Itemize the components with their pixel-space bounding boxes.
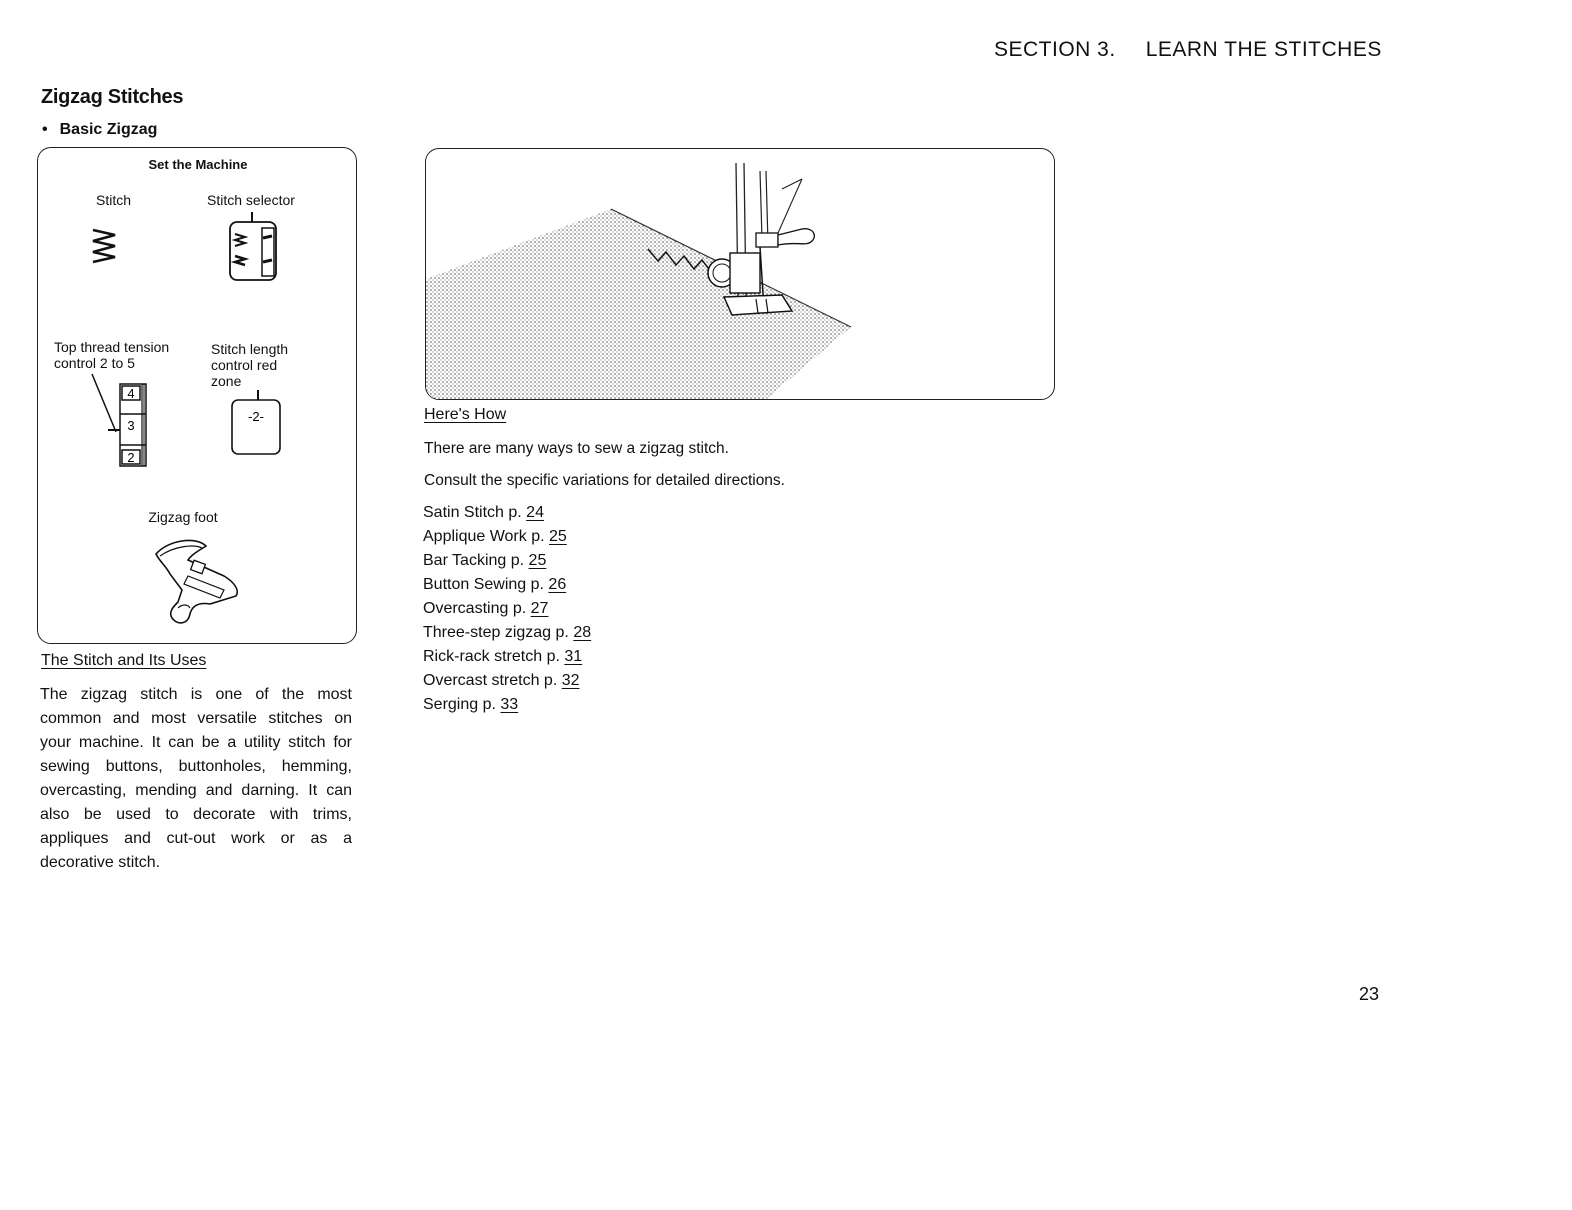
stitch-uses-paragraph: The zigzag stitch is one of the most common and most versatile stitches on your machine. It can be a utility stitch for sewing buttons, buttonholes, hemming, overcasting, mending and darning. It can also be used to decorate with trims, appliques and cut-out work or as a decorative stitch. xyxy=(40,686,352,871)
list-item xyxy=(423,525,591,549)
tension-label-line2: control 2 to 5 xyxy=(54,355,135,371)
foot-label: Zigzag foot xyxy=(148,509,218,525)
zigzag-stitch-icon xyxy=(85,226,125,266)
variation-page-link[interactable]: 33 xyxy=(500,696,519,713)
variation-name: Rick-rack stretch p. xyxy=(423,648,560,665)
heres-how-heading: Here's How xyxy=(424,406,507,423)
list-item xyxy=(423,549,591,573)
list-item xyxy=(423,621,591,645)
variation-page-link[interactable]: 25 xyxy=(528,552,547,569)
tension-value-3: 3 xyxy=(127,418,135,433)
variation-name: Overcasting p. xyxy=(423,600,527,617)
variation-name: Bar Tacking p. xyxy=(423,552,525,569)
length-label-line1: Stitch length xyxy=(211,341,289,357)
zigzag-foot-icon xyxy=(148,532,248,627)
section-title: LEARN THE STITCHES xyxy=(1145,38,1382,61)
list-item xyxy=(423,645,591,669)
variation-name: Satin Stitch p. xyxy=(423,504,522,521)
list-item xyxy=(423,573,591,597)
length-label-line3: zone xyxy=(211,373,242,389)
stitch-length-dial-icon xyxy=(228,388,288,458)
section-header xyxy=(994,38,1382,62)
set-machine-panel xyxy=(37,147,357,644)
subtitle xyxy=(42,121,157,139)
section-number: SECTION 3. xyxy=(994,38,1116,61)
tension-dial-icon xyxy=(86,370,156,470)
tension-label-line1: Top thread tension xyxy=(54,339,170,355)
bullet-icon: • xyxy=(42,121,48,138)
variation-page-link[interactable]: 32 xyxy=(561,672,580,689)
variation-page-link[interactable]: 24 xyxy=(526,504,544,521)
variation-name: Button Sewing p. xyxy=(423,576,544,593)
variation-page-link[interactable]: 31 xyxy=(564,648,583,665)
length-label-line2: control red xyxy=(211,357,278,373)
subtitle-text: Basic Zigzag xyxy=(59,121,158,138)
selector-label: Stitch selector xyxy=(207,192,295,208)
sewing-illustration xyxy=(425,148,1055,400)
variation-name: Overcast stretch p. xyxy=(423,672,558,689)
variation-name: Three-step zigzag p. xyxy=(423,624,569,641)
variation-page-link[interactable]: 25 xyxy=(549,528,567,545)
page-number: 23 xyxy=(1359,984,1380,1004)
heres-how-line2: Consult the specific variations for detailed directions. xyxy=(424,472,785,489)
variation-page-link[interactable]: 27 xyxy=(530,600,549,617)
list-item xyxy=(423,597,591,621)
tension-value-2: 2 xyxy=(127,450,135,465)
stitch-label: Stitch xyxy=(96,192,132,208)
variation-page-link[interactable]: 28 xyxy=(573,624,592,641)
variation-name: Applique Work p. xyxy=(423,528,545,545)
list-item xyxy=(423,693,591,717)
tension-value-4: 4 xyxy=(127,386,135,401)
needle-fabric-illustration xyxy=(426,149,1055,400)
variation-page-link[interactable]: 26 xyxy=(548,576,567,593)
panel-heading: Set the Machine xyxy=(148,157,248,172)
list-item xyxy=(423,669,591,693)
stitch-selector-dial-icon xyxy=(226,212,282,282)
stitch-length-value: -2- xyxy=(248,409,264,424)
heres-how-line1: There are many ways to sew a zigzag stitch. xyxy=(424,440,729,457)
variations-list xyxy=(423,501,591,717)
list-item xyxy=(423,501,591,525)
stitch-uses-heading: The Stitch and Its Uses xyxy=(41,652,207,669)
variation-name: Serging p. xyxy=(423,696,496,713)
page-title: Zigzag Stitches xyxy=(41,86,184,108)
